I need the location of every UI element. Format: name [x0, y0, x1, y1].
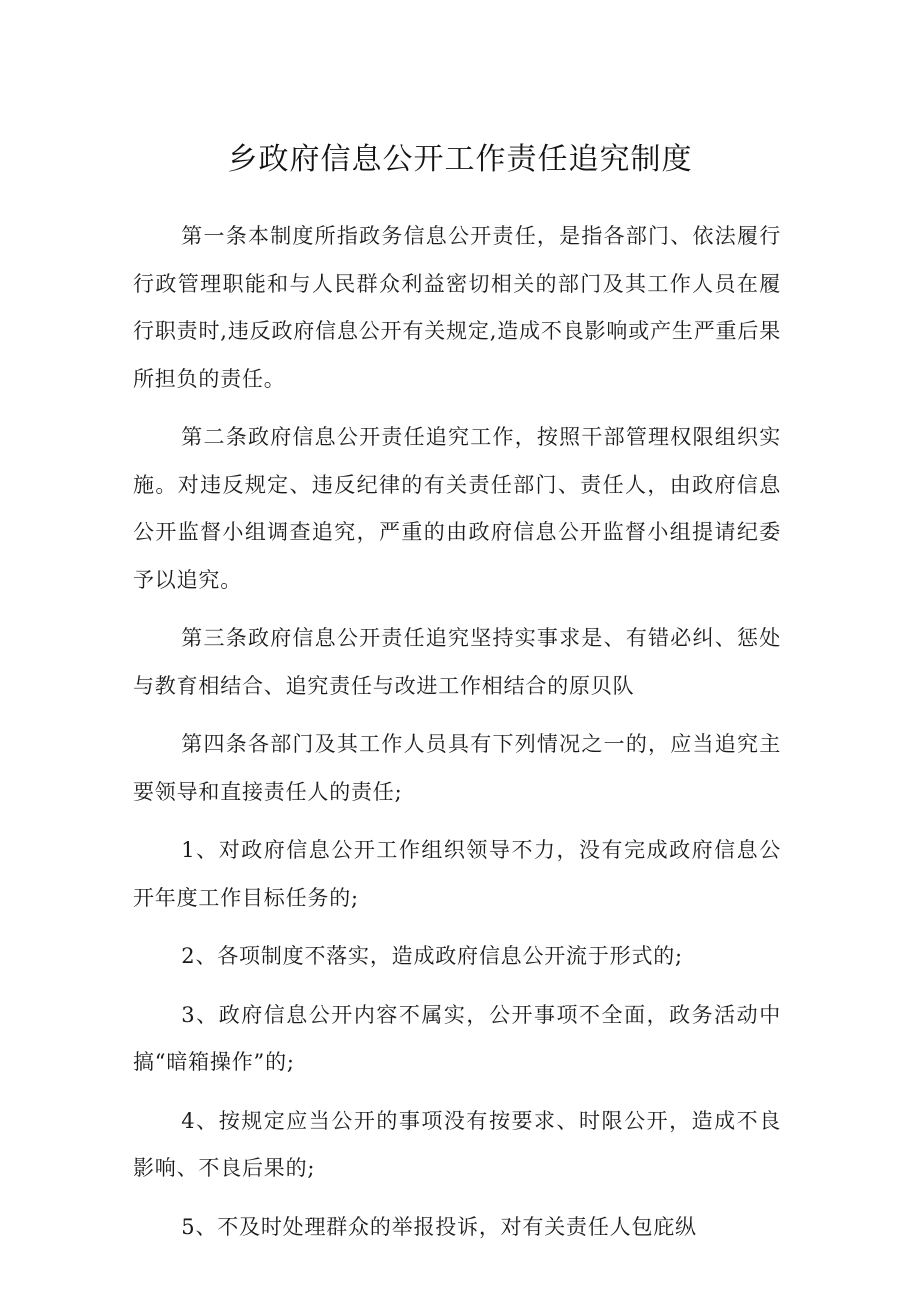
article-3-paragraph: 第三条政府信息公开责任追究坚持实事求是、有错必纠、惩处与教育相结合、追究责任与改进工作相结合的原贝队 [133, 626, 781, 698]
list-item-3: 3、政府信息公开内容不属实，公开事项不全面，政务活动中搞“暗箱操作”的; [133, 1002, 781, 1074]
list-item-4: 4、按规定应当公开的事项没有按要求、时限公开，造成不良影响、不良后果的; [133, 1108, 781, 1180]
document-body [133, 213, 781, 1251]
article-4-paragraph: 第四条各部门及其工作人员具有下列情况之一的，应当追究主要领导和直接责任人的责任; [133, 732, 781, 804]
document-title: 乡政府信息公开工作责任追究制度 [227, 142, 693, 177]
list-item-2: 2、各项制度不落实，造成政府信息公开流于形式的; [181, 944, 683, 968]
article-1-paragraph: 第一条本制度所指政务信息公开责任，是指各部门、依法履行行政管理职能和与人民群众利益密切相关的部门及其工作人员在履行职责时,违反政府信息公开有关规定,造成不良影响或产生严重后果所担负的责任。 [133, 224, 781, 391]
list-item-5: 5、不及时处理群众的举报投诉，对有关责任人包庇纵 [181, 1214, 697, 1239]
list-item-1: 1、对政府信息公开工作组织领导不力，没有完成政府信息公开年度工作目标任务的; [133, 838, 781, 910]
article-2-paragraph: 第二条政府信息公开责任追究工作，按照干部管理权限组织实施。对违反规定、违反纪律的有关责任部门、责任人，由政府信息公开监督小组调查追究，严重的由政府信息公开监督小组提请纪委予以追究。 [133, 425, 781, 592]
